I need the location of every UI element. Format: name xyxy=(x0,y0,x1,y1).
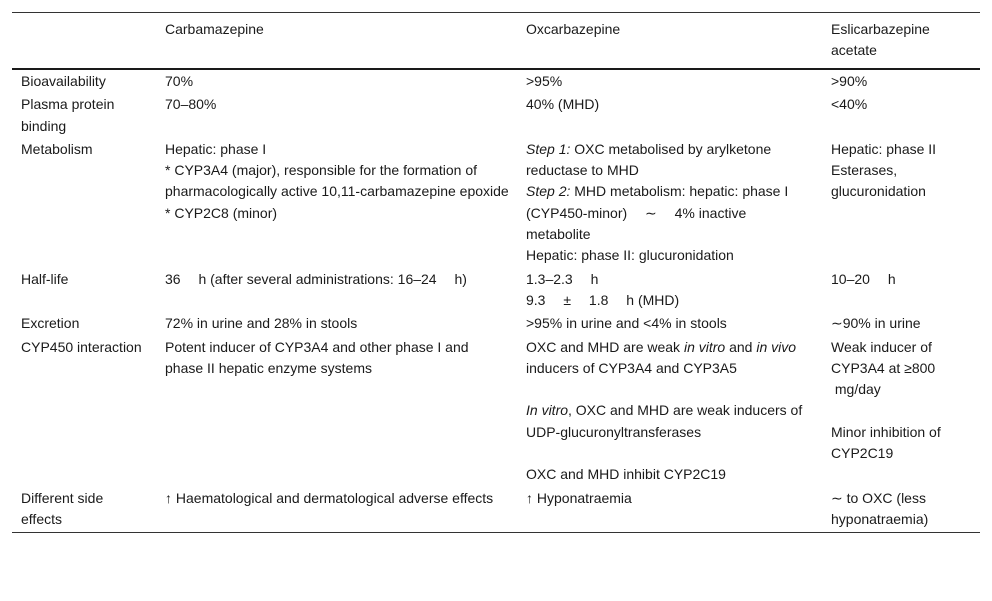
text-line: Esterases, glucuronidation xyxy=(831,162,926,200)
cell-eslicarbazepine xyxy=(822,336,980,487)
cell-eslicarbazepine xyxy=(822,138,980,268)
header-eslicarbazepine-acetate: Eslicarbazepine acetate xyxy=(822,13,980,70)
text-line: * CYP3A4 (major), responsible for the formation of pharmacologically active 10,11-carbamazepine epoxide xyxy=(165,162,509,200)
row-label: CYP450 interaction xyxy=(21,338,142,355)
header-row xyxy=(12,13,980,70)
cell-oxcarbazepine: >95% in urine and <4% in stools xyxy=(526,315,727,332)
cell-carbamazepine: 72% in urine and 28% in stools xyxy=(165,315,358,332)
text-line: 9.3 ± 1.8 h (MHD) xyxy=(526,291,680,308)
row-label: Metabolism xyxy=(21,140,93,157)
header-carbamazepine: Carbamazepine xyxy=(156,13,517,70)
paragraph: Minor inhibition of CYP2C19 xyxy=(831,423,941,462)
cell-carbamazepine: ↑ Haematological and dermatological adverse effects xyxy=(156,487,517,533)
text-run-italic: in vivo xyxy=(756,338,797,355)
cell-carbamazepine: 70% xyxy=(165,73,194,89)
row-label: Different side effects xyxy=(12,487,156,533)
cell-carbamazepine xyxy=(156,138,517,268)
cell-carbamazepine: Potent inducer of CYP3A4 and other phase I and phase II hepatic enzyme systems xyxy=(165,338,469,376)
cell-oxcarbazepine: 40% (MHD) xyxy=(526,96,600,113)
cell-eslicarbazepine: 10–20 h xyxy=(831,270,896,287)
table-row xyxy=(12,312,980,335)
step-label: Step 1: xyxy=(526,140,571,157)
row-label: Excretion xyxy=(21,315,80,332)
cell-carbamazepine: 36 h (after several administrations: 16–24 h) xyxy=(165,270,467,287)
pharmacokinetics-comparison-table xyxy=(12,12,980,533)
text-run-italic: in vitro xyxy=(683,338,726,355)
cell-oxcarbazepine xyxy=(517,268,822,313)
text-run: and xyxy=(725,338,757,355)
paragraph-gap xyxy=(526,443,814,464)
text-line xyxy=(526,139,814,182)
text-line: * CYP2C8 (minor) xyxy=(165,204,278,221)
row-label: Half-life xyxy=(21,270,69,287)
paragraph-gap xyxy=(831,400,972,421)
text-run: , OXC and MHD are weak inducers of UDP-glucuronyltransferases xyxy=(526,402,803,440)
text-line: 1.3–2.3 h xyxy=(526,270,599,287)
text-line: Hepatic: phase I xyxy=(165,140,267,157)
text-line: Hepatic: phase II: glucuronidation xyxy=(526,247,734,264)
cell-carbamazepine: 70–80% xyxy=(165,96,217,113)
table-row xyxy=(12,138,980,268)
step-text: MHD metabolism: hepatic: phase I (CYP450-minor) ∼ 4% inactive metabolite xyxy=(526,183,789,243)
paragraph-gap xyxy=(526,379,814,400)
table-row xyxy=(12,336,980,487)
cell-eslicarbazepine: ∼ to OXC (less hyponatraemia) xyxy=(822,487,980,533)
table-row xyxy=(12,487,980,533)
paragraph xyxy=(526,337,814,380)
text-run: inducers of CYP3A4 and CYP3A5 xyxy=(526,359,737,376)
cell-oxcarbazepine: >95% xyxy=(526,73,563,89)
paragraph: Weak inducer of CYP3A4 at ≥800 mg/day xyxy=(831,338,950,398)
step-text: OXC metabolised by arylketone reductase to MHD xyxy=(526,140,772,179)
table-row xyxy=(12,93,980,138)
cell-eslicarbazepine: ∼90% in urine xyxy=(831,315,921,332)
text-line: Hepatic: phase II xyxy=(831,140,937,157)
paragraph: OXC and MHD inhibit CYP2C19 xyxy=(526,466,726,483)
cell-eslicarbazepine: >90% xyxy=(831,73,868,89)
header-oxcarbazepine: Oxcarbazepine xyxy=(517,13,822,70)
header-empty xyxy=(12,13,156,70)
paragraph xyxy=(526,400,814,443)
text-run: OXC and MHD are weak xyxy=(526,338,684,355)
step-label: Step 2: xyxy=(526,183,571,200)
cell-oxcarbazepine xyxy=(517,138,822,268)
text-line xyxy=(526,181,814,245)
row-label: Bioavailability xyxy=(21,73,106,89)
table-row xyxy=(12,268,980,313)
row-label: Plasma protein binding xyxy=(21,96,115,134)
cell-eslicarbazepine: <40% xyxy=(831,96,868,113)
text-run-italic: In vitro xyxy=(526,402,569,419)
cell-oxcarbazepine xyxy=(517,336,822,487)
cell-oxcarbazepine: ↑ Hyponatraemia xyxy=(517,487,822,533)
table-row xyxy=(12,69,980,93)
